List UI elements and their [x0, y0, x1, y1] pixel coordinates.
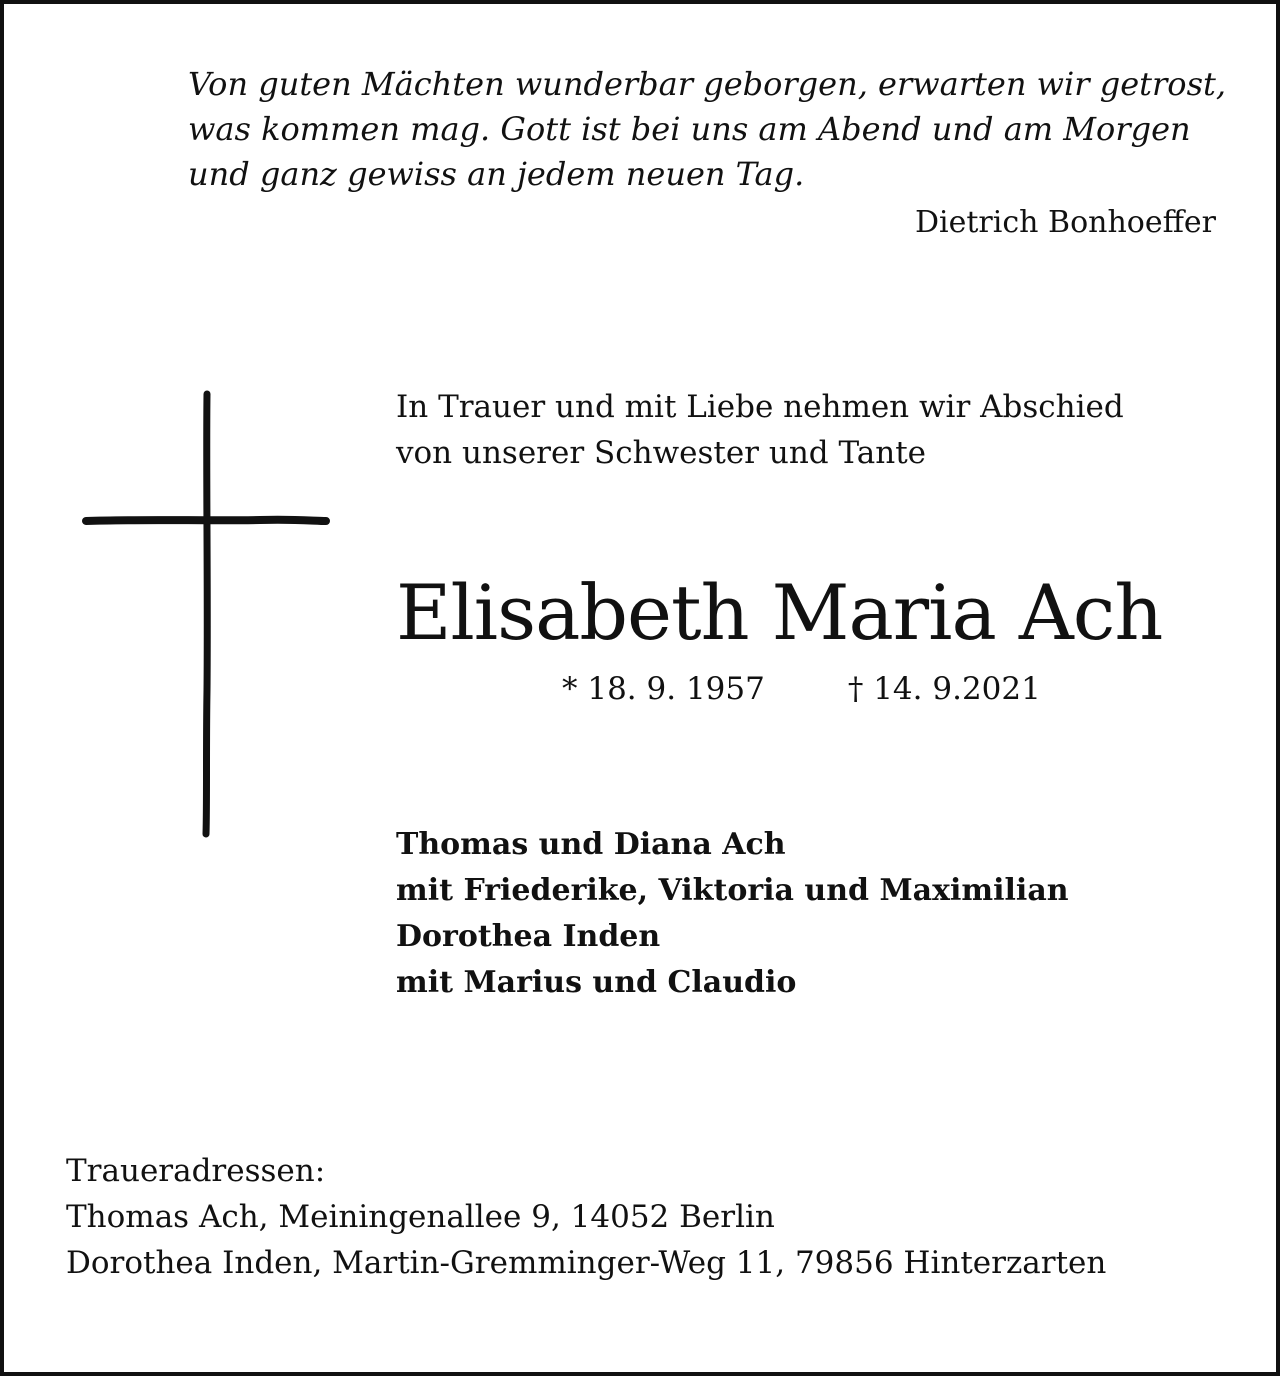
quote-line: was kommen mag. Gott ist bei uns am Abend und am Morgen	[188, 110, 1191, 148]
mourning-addresses	[66, 1148, 1106, 1286]
mourner-line: mit Marius und Claudio	[396, 965, 797, 1000]
mourner-line: Thomas und Diana Ach	[396, 827, 786, 862]
quote-line: und ganz gewiss an jedem neuen Tag.	[188, 155, 805, 193]
address-line: Dorothea Inden, Martin-Gremminger-Weg 11, 79856 Hinterzarten	[66, 1245, 1107, 1281]
quote-author: Dietrich Bonhoeffer	[914, 205, 1216, 240]
birth-date: * 18. 9. 1957	[562, 671, 765, 707]
intro-line: von unserer Schwester und Tante	[396, 435, 926, 471]
mourner-line: Dorothea Inden	[396, 919, 661, 954]
quote-line: Von guten Mächten wunderbar geborgen, erwarten wir getrost,	[188, 65, 1227, 103]
death-date: † 14. 9.2021	[847, 671, 1041, 707]
cross-icon	[80, 390, 330, 840]
address-line: Thomas Ach, Meiningenallee 9, 14052 Berlin	[66, 1199, 775, 1235]
addresses-heading: Traueradressen:	[66, 1153, 326, 1189]
bible-quote	[188, 62, 1228, 197]
deceased-name: Elisabeth Maria Ach	[396, 568, 1163, 657]
mourner-line: mit Friederike, Viktoria und Maximilian	[396, 873, 1069, 908]
intro-text	[396, 384, 1124, 476]
intro-line: In Trauer und mit Liebe nehmen wir Abschied	[396, 389, 1124, 425]
mourners-list	[396, 822, 1069, 1006]
life-dates	[562, 668, 1041, 710]
